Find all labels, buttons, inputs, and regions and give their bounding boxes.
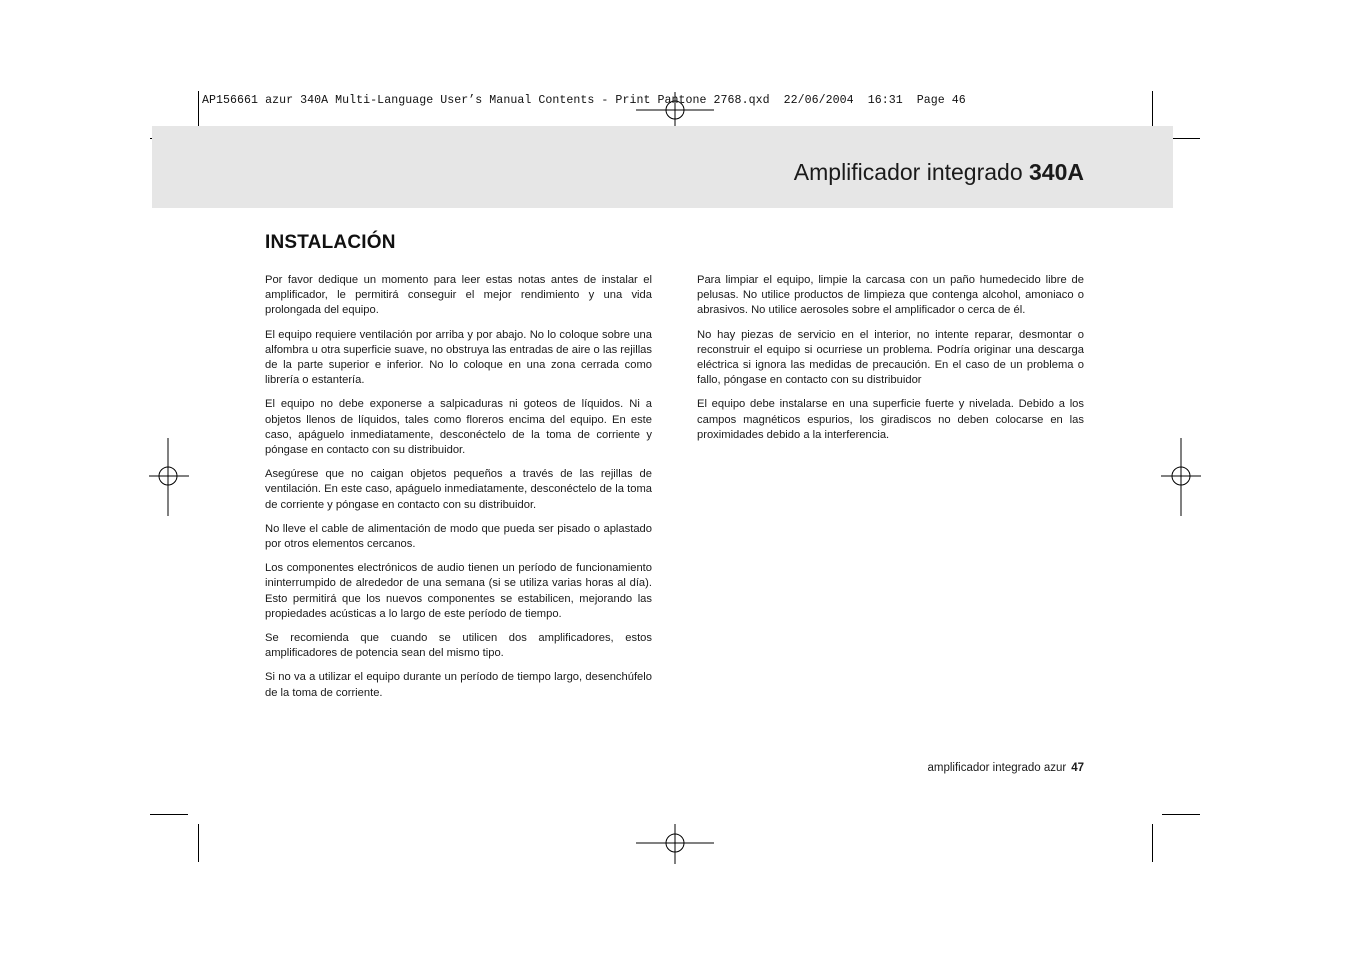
- title-model: 340A: [1029, 159, 1084, 185]
- page-number: 47: [1071, 762, 1084, 774]
- page-footer: [927, 762, 1084, 774]
- footer-label: amplificador integrado azur: [927, 762, 1067, 774]
- left-column: [265, 273, 652, 710]
- paragraph: Se recomienda que cuando se utilicen dos amplificadores, estos amplificadores de potencia sean del mismo tipo.: [265, 632, 652, 660]
- crop-mark-br-vertical: [1152, 824, 1153, 862]
- right-column: [697, 273, 1084, 452]
- paragraph: No hay piezas de servicio en el interior, no intente reparar, desmontar o reconstruir el equipo si ocurriese un problema. Podría originar una descarga eléctrica si ignora las medidas de precaución. En el caso de un problema o fallo, póngase en contacto con su distribuidor: [697, 328, 1084, 387]
- paragraph: El equipo debe instalarse en una superficie fuerte y nivelada. Debido a los campos magnéticos espurios, los giradiscos no deben colocarse en las proximidades debido a la interferencia.: [697, 398, 1084, 441]
- header-band: [152, 126, 1173, 208]
- crop-mark-bl-horizontal: [150, 814, 188, 815]
- crop-mark-tr-vertical: [1152, 91, 1153, 129]
- page-title: [794, 159, 1084, 186]
- paragraph: Los componentes electrónicos de audio tienen un período de funcionamiento ininterrumpido de alrededor de una semana (si se utiliza varias horas al día). Esto permitirá que los nuevos componentes se estabilicen, mejorando las propiedades acústicas a lo largo de este período de tiempo.: [265, 562, 652, 620]
- paragraph: No lleve el cable de alimentación de modo que pueda ser pisado o aplastado por otros elementos cercanos.: [265, 522, 652, 551]
- print-slug: AP156661 azur 340A Multi-Language User’s Manual Contents - Print Pantone 2768.qxd 22/06/2004 16:31 Page 46: [202, 94, 966, 107]
- paragraph: El equipo requiere ventilación por arriba y por abajo. No lo coloque sobre una alfombra u otra superficie suave, no obstruya las entradas de aire o las rejillas de la parte superior e inferior. No lo coloque en una zona cerrada como librería o estantería.: [265, 328, 652, 387]
- registration-mark-right: [1161, 438, 1201, 516]
- paragraph: Si no va a utilizar el equipo durante un período de tiempo largo, desenchúfelo de la toma de corriente.: [265, 671, 652, 699]
- registration-mark-left: [149, 438, 189, 516]
- crop-mark-br-horizontal: [1162, 814, 1200, 815]
- paragraph: Por favor dedique un momento para leer estas notas antes de instalar el amplificador, le permitirá conseguir el mejor rendimiento y una vida prolongada del equipo.: [265, 274, 652, 317]
- crop-mark-tl-vertical: [198, 91, 199, 129]
- title-light: Amplificador integrado: [793, 159, 1030, 185]
- paragraph: Para limpiar el equipo, limpie la carcasa con un paño humedecido libre de pelusas. No utilice productos de limpieza que contenga alcohol, amoniaco o abrasivos. No utilice aerosoles sobre el amplificador o cerca de él.: [697, 274, 1084, 317]
- section-title: INSTALACIÓN: [265, 232, 396, 253]
- crop-mark-bl-vertical: [198, 824, 199, 862]
- paragraph: Asegúrese que no caigan objetos pequeños a través de las rejillas de ventilación. En este caso, apáguelo inmediatamente, desconéctelo de la toma de corriente y póngase en contacto con su distribuidor.: [265, 468, 652, 511]
- paragraph: El equipo no debe exponerse a salpicaduras ni goteos de líquidos. Ni a objetos llenos de líquidos, tales como floreros encima del equipo. En este caso, apáguelo inmediatamente, desconéctelo de la toma de corriente y póngase en contacto con su distribuidor.: [265, 398, 652, 457]
- registration-mark-bottom: [636, 824, 714, 864]
